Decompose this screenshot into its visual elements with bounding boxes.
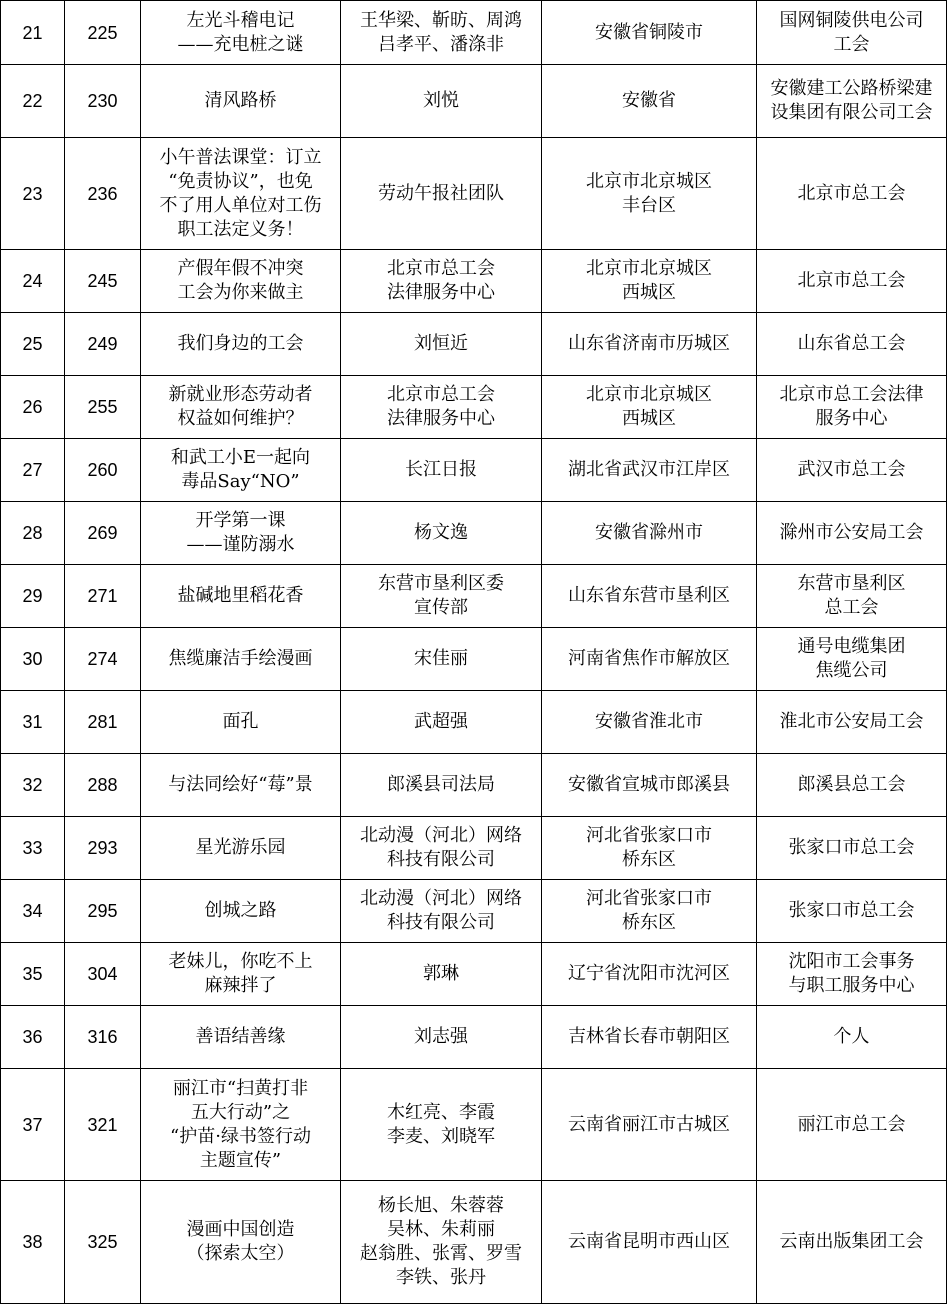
- table-row: [1, 565, 947, 628]
- cell-title: 星光游乐园: [141, 817, 341, 880]
- cell-title: 盐碱地里稻花香: [141, 565, 341, 628]
- cell-title: 和武工小E一起向 毒品Say“NO”: [141, 439, 341, 502]
- cell-title: 丽江市“扫黄打非 五大行动”之 “护苗·绿书签行动 主题宣传”: [141, 1069, 341, 1181]
- cell-title: 老妹儿，你吃不上 麻辣拌了: [141, 943, 341, 1006]
- cell-organization: 通号电缆集团 焦缆公司: [757, 628, 947, 691]
- table-row: [1, 65, 947, 138]
- cell-index: 22: [1, 65, 65, 138]
- table-row: [1, 313, 947, 376]
- cell-organization: 张家口市总工会: [757, 817, 947, 880]
- table-row: [1, 1069, 947, 1181]
- cell-index: 34: [1, 880, 65, 943]
- table-row: [1, 1006, 947, 1069]
- cell-region: 湖北省武汉市江岸区: [542, 439, 757, 502]
- cell-index: 25: [1, 313, 65, 376]
- cell-entry-id: 304: [65, 943, 141, 1006]
- table-row: [1, 138, 947, 250]
- table-row: [1, 250, 947, 313]
- cell-index: 37: [1, 1069, 65, 1181]
- cell-author: 北京市总工会 法律服务中心: [341, 376, 542, 439]
- cell-author: 王华梁、靳昉、周鸿 吕孝平、潘涤非: [341, 1, 542, 65]
- cell-organization: 北京市总工会: [757, 138, 947, 250]
- cell-entry-id: 225: [65, 1, 141, 65]
- cell-index: 21: [1, 1, 65, 65]
- cell-author: 劳动午报社团队: [341, 138, 542, 250]
- cell-region: 北京市北京城区 西城区: [542, 376, 757, 439]
- cell-index: 29: [1, 565, 65, 628]
- cell-author: 刘悦: [341, 65, 542, 138]
- cell-index: 26: [1, 376, 65, 439]
- cell-region: 山东省东营市垦利区: [542, 565, 757, 628]
- cell-index: 32: [1, 754, 65, 817]
- cell-title: 善语结善缘: [141, 1006, 341, 1069]
- cell-author: 杨文逸: [341, 502, 542, 565]
- cell-region: 吉林省长春市朝阳区: [542, 1006, 757, 1069]
- cell-author: 木红亮、李霞 李麦、刘晓军: [341, 1069, 542, 1181]
- cell-organization: 张家口市总工会: [757, 880, 947, 943]
- cell-entry-id: 269: [65, 502, 141, 565]
- cell-organization: 个人: [757, 1006, 947, 1069]
- cell-author: 杨长旭、朱蓉蓉 吴林、朱莉丽 赵翁胜、张霄、罗雪 李铁、张丹: [341, 1181, 542, 1304]
- cell-author: 北动漫（河北）网络 科技有限公司: [341, 880, 542, 943]
- cell-index: 27: [1, 439, 65, 502]
- cell-title: 小午普法课堂：订立 “免责协议”，也免 不了用人单位对工伤 职工法定义务！: [141, 138, 341, 250]
- cell-region: 河北省张家口市 桥东区: [542, 880, 757, 943]
- table-row: [1, 502, 947, 565]
- cell-organization: 安徽建工公路桥梁建 设集团有限公司工会: [757, 65, 947, 138]
- table-row: [1, 1181, 947, 1304]
- table-row: [1, 1, 947, 65]
- cell-author: 长江日报: [341, 439, 542, 502]
- cell-index: 28: [1, 502, 65, 565]
- cell-organization: 云南出版集团工会: [757, 1181, 947, 1304]
- cell-title: 与法同绘好“莓”景: [141, 754, 341, 817]
- cell-author: 武超强: [341, 691, 542, 754]
- cell-author: 北动漫（河北）网络 科技有限公司: [341, 817, 542, 880]
- cell-entry-id: 288: [65, 754, 141, 817]
- cell-organization: 淮北市公安局工会: [757, 691, 947, 754]
- cell-author: 北京市总工会 法律服务中心: [341, 250, 542, 313]
- table-body: [1, 1, 947, 1304]
- table-row: [1, 691, 947, 754]
- cell-organization: 国网铜陵供电公司 工会: [757, 1, 947, 65]
- cell-region: 云南省丽江市古城区: [542, 1069, 757, 1181]
- cell-title: 左光斗稽电记 ——充电桩之谜: [141, 1, 341, 65]
- cell-organization: 丽江市总工会: [757, 1069, 947, 1181]
- cell-index: 30: [1, 628, 65, 691]
- cell-author: 郎溪县司法局: [341, 754, 542, 817]
- cell-entry-id: 281: [65, 691, 141, 754]
- cell-organization: 武汉市总工会: [757, 439, 947, 502]
- table-row: [1, 376, 947, 439]
- cell-region: 安徽省滁州市: [542, 502, 757, 565]
- cell-title: 清风路桥: [141, 65, 341, 138]
- cell-organization: 沈阳市工会事务 与职工服务中心: [757, 943, 947, 1006]
- cell-organization: 东营市垦利区 总工会: [757, 565, 947, 628]
- cell-organization: 北京市总工会法律 服务中心: [757, 376, 947, 439]
- cell-organization: 山东省总工会: [757, 313, 947, 376]
- cell-index: 33: [1, 817, 65, 880]
- cell-entry-id: 293: [65, 817, 141, 880]
- cell-region: 安徽省铜陵市: [542, 1, 757, 65]
- table-row: [1, 439, 947, 502]
- cell-entry-id: 245: [65, 250, 141, 313]
- cell-region: 安徽省宣城市郎溪县: [542, 754, 757, 817]
- cell-region: 安徽省淮北市: [542, 691, 757, 754]
- cell-index: 24: [1, 250, 65, 313]
- cell-index: 36: [1, 1006, 65, 1069]
- cell-title: 焦缆廉洁手绘漫画: [141, 628, 341, 691]
- table-row: [1, 754, 947, 817]
- cell-entry-id: 249: [65, 313, 141, 376]
- cell-organization: 郎溪县总工会: [757, 754, 947, 817]
- cell-entry-id: 255: [65, 376, 141, 439]
- cell-organization: 北京市总工会: [757, 250, 947, 313]
- cell-title: 新就业形态劳动者 权益如何维护？: [141, 376, 341, 439]
- cell-region: 山东省济南市历城区: [542, 313, 757, 376]
- cell-title: 创城之路: [141, 880, 341, 943]
- cell-region: 北京市北京城区 丰台区: [542, 138, 757, 250]
- cell-entry-id: 271: [65, 565, 141, 628]
- cell-entry-id: 274: [65, 628, 141, 691]
- cell-region: 安徽省: [542, 65, 757, 138]
- cell-organization: 滁州市公安局工会: [757, 502, 947, 565]
- cell-title: 面孔: [141, 691, 341, 754]
- cell-entry-id: 230: [65, 65, 141, 138]
- table-row: [1, 880, 947, 943]
- cell-author: 刘志强: [341, 1006, 542, 1069]
- cell-region: 辽宁省沈阳市沈河区: [542, 943, 757, 1006]
- cell-title: 开学第一课 ——谨防溺水: [141, 502, 341, 565]
- table-row: [1, 943, 947, 1006]
- cell-author: 东营市垦利区委 宣传部: [341, 565, 542, 628]
- cell-entry-id: 260: [65, 439, 141, 502]
- cell-index: 23: [1, 138, 65, 250]
- cell-region: 河北省张家口市 桥东区: [542, 817, 757, 880]
- table-row: [1, 628, 947, 691]
- cell-index: 38: [1, 1181, 65, 1304]
- cell-entry-id: 325: [65, 1181, 141, 1304]
- cell-title: 漫画中国创造 （探索太空）: [141, 1181, 341, 1304]
- cell-region: 河南省焦作市解放区: [542, 628, 757, 691]
- cell-author: 郭琳: [341, 943, 542, 1006]
- cell-entry-id: 321: [65, 1069, 141, 1181]
- cell-author: 宋佳丽: [341, 628, 542, 691]
- table-row: [1, 817, 947, 880]
- cell-index: 31: [1, 691, 65, 754]
- cell-region: 北京市北京城区 西城区: [542, 250, 757, 313]
- cell-title: 我们身边的工会: [141, 313, 341, 376]
- cell-entry-id: 295: [65, 880, 141, 943]
- cell-author: 刘恒近: [341, 313, 542, 376]
- cell-title: 产假年假不冲突 工会为你来做主: [141, 250, 341, 313]
- cell-entry-id: 316: [65, 1006, 141, 1069]
- cell-region: 云南省昆明市西山区: [542, 1181, 757, 1304]
- cell-index: 35: [1, 943, 65, 1006]
- cell-entry-id: 236: [65, 138, 141, 250]
